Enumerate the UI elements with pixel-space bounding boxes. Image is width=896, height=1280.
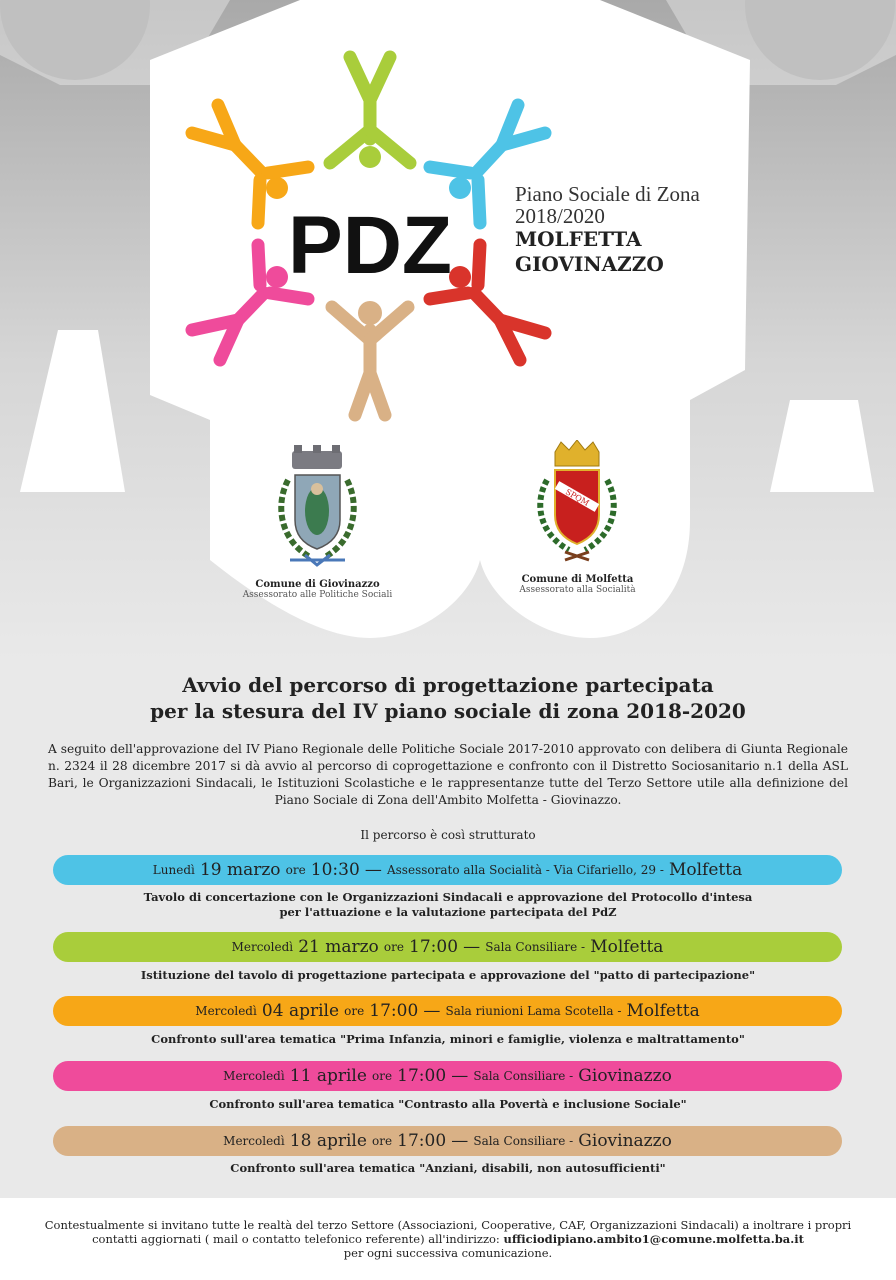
event-bar-1: Lunedì 19 marzo ore 10:30 — Assessorato alla Socialità - Via Cifariello, 29 - Molfetta — [53, 855, 842, 885]
event-bar-3: Mercoledì 04 aprile ore 17:00 — Sala riunioni Lama Scotella - Molfetta — [53, 996, 842, 1026]
giovinazzo-name: Comune di Giovinazzo — [255, 579, 380, 590]
title-line-1: Avvio del percorso di progettazione partecipata — [182, 673, 714, 697]
pdz-line-1: Piano Sociale di Zona — [515, 182, 700, 206]
event-bar-4: Mercoledì 11 aprile ore 17:00 — Sala Consiliare - Giovinazzo — [53, 1061, 842, 1091]
event-bar-5: Mercoledì 18 aprile ore 17:00 — Sala Consiliare - Giovinazzo — [53, 1126, 842, 1156]
pdz-mark: PDZ — [288, 200, 452, 291]
event-bar-2: Mercoledì 21 marzo ore 17:00 — Sala Consiliare - Molfetta — [53, 932, 842, 962]
green-person-icon — [330, 57, 410, 168]
event-desc-4: Confronto sull'area tematica "Contrasto alla Povertà e inclusione Sociale" — [209, 1097, 687, 1111]
giovinazzo-office: Assessorato alle Politiche Sociali — [242, 590, 393, 600]
molfetta-caption — [500, 574, 655, 596]
molfetta-coat-of-arms-icon — [527, 440, 627, 565]
molfetta-office: Assessorato alla Socialità — [519, 585, 636, 595]
pdz-title-block — [515, 183, 755, 277]
event-desc-1: Tavolo di concertazione con le Organizzazioni Sindacali e approvazione del Protocollo d'intesa per l'attuazione e la valutazione partecipata del PdZ — [143, 890, 753, 919]
molfetta-name: Comune di Molfetta — [521, 574, 634, 585]
title-line-2: per la stesura del IV piano sociale di zona 2018-2020 — [150, 699, 746, 723]
giovinazzo-coat-of-arms-icon — [270, 445, 365, 570]
schedule-heading: Il percorso è così strutturato — [360, 828, 536, 842]
contact-email-link[interactable]: ufficiodipiano.ambito1@comune.molfetta.ba.it — [503, 1232, 804, 1246]
pdz-line-4: GIOVINAZZO — [515, 252, 664, 276]
intro-paragraph: A seguito dell'approvazione del IV Piano Regionale delle Politiche Sociale 2017-2010 approvato con delibera di Giunta Regionale n. 2324 il 28 dicembre 2017 si dà avvio al percorso di coprogettazione e confronto con il Distretto Sociosanitario n.1 della ASL Bari, le Organizzazioni Sindacali, le Istituzioni Scolastiche e le rappresentanze tutte del Terzo Settore utile alla definizione del Piano Sociale di Zona dell'Ambito Molfetta - Giovinazzo. — [48, 742, 848, 807]
tan-person-icon — [332, 301, 408, 415]
pdz-line-2: 2018/2020 — [515, 204, 605, 228]
page-title — [40, 672, 856, 724]
pdz-logo — [180, 45, 560, 425]
event-desc-3: Confronto sull'area tematica "Prima Infanzia, minori e famiglie, violenza e maltrattamento" — [151, 1032, 745, 1046]
event-desc-5: Confronto sull'area tematica "Anziani, disabili, non autosufficienti" — [230, 1161, 666, 1175]
giovinazzo-caption — [240, 579, 395, 601]
molfetta-motto: SPQM — [563, 487, 591, 508]
pdz-line-3: MOLFETTA — [515, 227, 642, 251]
event-desc-2: Istituzione del tavolo di progettazione partecipata e approvazione del "patto di partecipazione" — [140, 968, 756, 982]
footer-text: Contestualmente si invitano tutte le realtà del terzo Settore (Associazioni, Cooperative, CAF, Organizzazioni Sindacali) a inoltrare i propri contatti aggiornati ( mail o contatto telefonico referente) all'indirizzo: ufficiodipiano.ambito1@comune.molfetta.ba.it per ogni successiva comunicazione. — [44, 1218, 852, 1260]
